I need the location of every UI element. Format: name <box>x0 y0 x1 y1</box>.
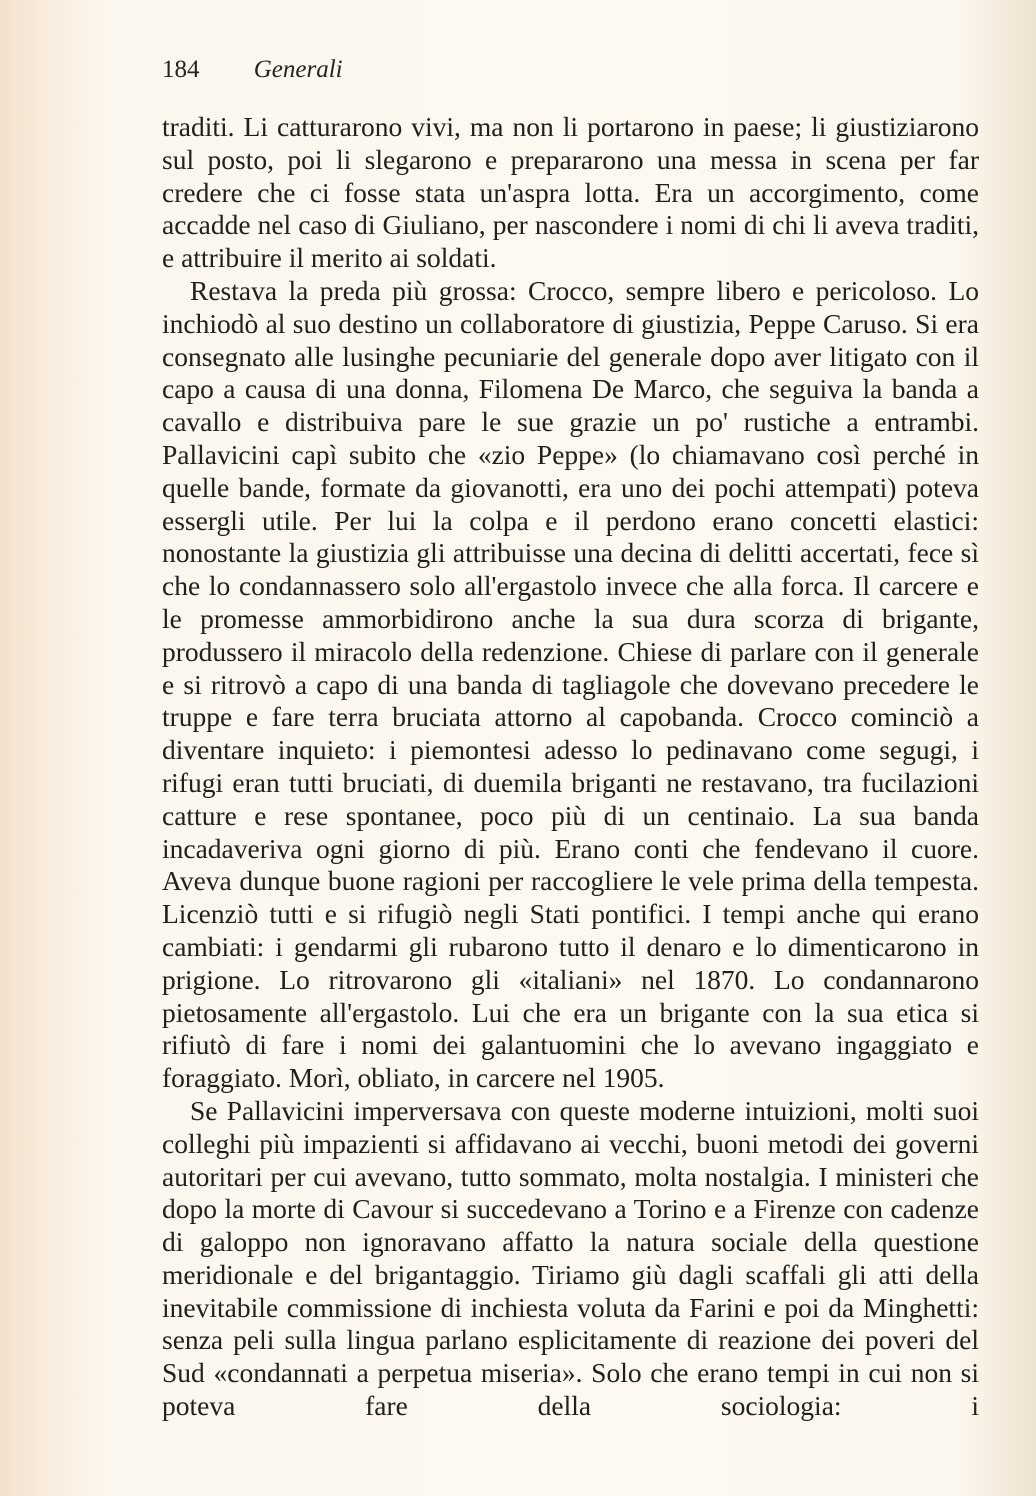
paragraph-1: traditi. Li catturarono vivi, ma non li portarono in paese; li giustiziarono sul posto, poi li slegarono e prepararono una messa in scena per far credere che ci fosse stata un'aspra lotta. Era un accorgimento, come accadde nel caso di Giuliano, per nascondere i nomi di chi li aveva traditi, e attribuire il merito ai soldati. <box>162 111 979 274</box>
body-text <box>162 111 979 1423</box>
paragraph-2: Restava la preda più grossa: Crocco, sempre libero e pericoloso. Lo inchiodò al suo destino un collaboratore di giustizia, Peppe Caruso. Si era consegnato alle lusinghe pecuniarie del generale dopo aver litigato con il capo a causa di una donna, Filomena De Marco, che seguiva la banda a cavallo e distribuiva pare le sue grazie un po' rustiche a entrambi. Pallavicini capì subito che «zio Peppe» (lo chiamavano così perché in quelle bande, formate da giovanotti, era uno dei pochi attempati) poteva essergli utile. Per lui la colpa e il perdono erano concetti elastici: nonostante la giustizia gli attribuisse una decina di delitti accertati, fece sì che lo condannassero solo all'ergastolo invece che alla forca. Il carcere e le promesse ammorbidirono anche la sua dura scorza di brigante, produssero il miracolo della redenzione. Chiese di parlare con il generale e si ritrovò a capo di una banda di tagliagole che dovevano precedere le truppe e fare terra bruciata attorno al capobanda. Crocco cominciò a diventare inquieto: i piemontesi adesso lo pedinavano come segugi, i rifugi eran tutti bruciati, di duemila briganti ne restavano, tra fucilazioni catture e rese spontanee, poco più di un centinaio. La sua banda incadaveriva ogni giorno di più. Erano conti che fendevano il cuore. Aveva dunque buone ragioni per raccogliere le vele prima della tempesta. Licenziò tutti e si rifugiò negli Stati pontifici. I tempi anche qui erano cambiati: i gendarmi gli rubarono tutto il denaro e lo dimenticarono in prigione. Lo ritrovarono gli «italiani» nel 1870. Lo condannarono pietosamente all'ergastolo. Lui che era un brigante con la sua etica si rifiutò di fare i nomi dei galantuomini che lo avevano ingaggiato e foraggiato. Morì, obliato, in carcere nel 1905. <box>162 274 979 1094</box>
page-number: 184 <box>162 56 200 83</box>
paragraph-3: Se Pallavicini imperversava con queste moderne intuizioni, molti suoi colleghi più impazienti si affidavano ai vecchi, buoni metodi dei governi autoritari per cui avevano, tutto sommato, molta nostalgia. I ministeri che dopo la morte di Cavour si succedevano a Torino e a Firenze con cadenze di galoppo non ignoravano affatto la natura sociale della questione meridionale e del brigantaggio. Tiriamo giù dagli scaffali gli atti della inevitabile commissione di inchiesta voluta da Farini e poi da Minghetti: senza peli sulla lingua parlano esplicitamente di reazione dei poveri del Sud «condannati a perpetua miseria». Solo che erano tempi in cui non si poteva fare della sociologia: i <box>162 1094 979 1422</box>
running-title: Generali <box>253 56 343 83</box>
page-header <box>162 56 343 84</box>
